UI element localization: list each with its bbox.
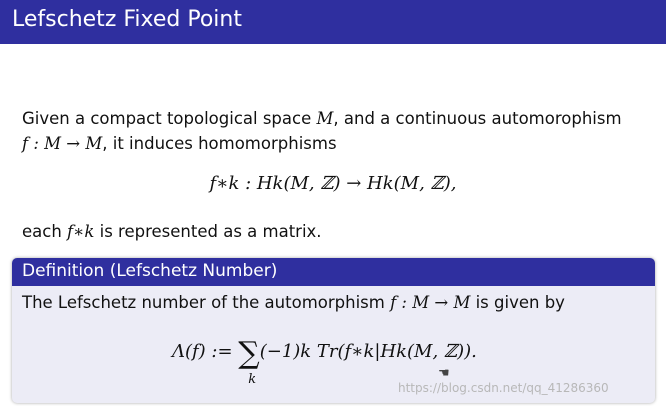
equation-homomorphism: f∗k : Hk(M, ℤ) → Hk(M, ℤ), bbox=[209, 173, 457, 194]
intro-induces: , it induces homomorphisms bbox=[102, 134, 337, 153]
eq2-lhs: Λ(f) := bbox=[172, 341, 239, 362]
eq2-rhs: (−1)k Tr(f∗k|Hk(M, ℤ)). bbox=[259, 341, 477, 362]
map-f: f : M → M bbox=[22, 134, 103, 153]
each-fk: f∗k bbox=[67, 222, 95, 241]
hand-cursor-icon: ☚ bbox=[438, 366, 450, 381]
def-body-post: is given by bbox=[470, 293, 565, 312]
definition-title: Definition (Lefschetz Number) bbox=[22, 261, 278, 281]
equation-lefschetz bbox=[172, 336, 477, 386]
space-m: M bbox=[316, 109, 334, 128]
summation-symbol: ∑ k bbox=[238, 336, 260, 387]
intro-middle: , and a continuous automorophism bbox=[333, 109, 622, 128]
intro-text: Given a compact topological space bbox=[22, 109, 317, 128]
def-body-pre: The Lefschetz number of the automorphism bbox=[22, 293, 391, 312]
each-paragraph bbox=[22, 222, 322, 241]
each-pre: each bbox=[22, 222, 68, 241]
watermark: https://blog.csdn.net/qq_41286360 bbox=[398, 381, 609, 395]
intro-paragraph bbox=[22, 106, 652, 156]
slide-title: Lefschetz Fixed Point bbox=[12, 7, 242, 32]
def-body-map: f : M → M bbox=[390, 293, 471, 312]
summation-index: k bbox=[248, 372, 257, 387]
definition-body bbox=[22, 293, 565, 312]
each-post: is represented as a matrix. bbox=[94, 222, 322, 241]
